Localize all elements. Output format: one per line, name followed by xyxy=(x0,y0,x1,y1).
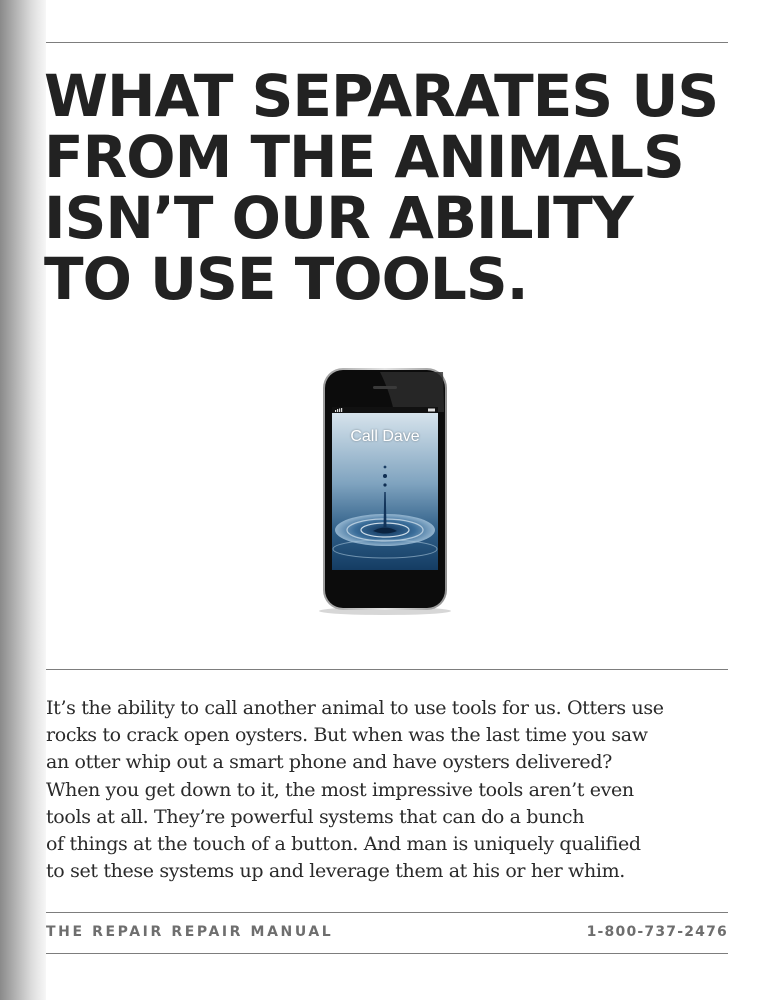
headline xyxy=(44,62,734,313)
body-paragraph xyxy=(46,695,736,885)
footer-manual-title: THE REPAIR REPAIR MANUAL xyxy=(46,924,334,940)
body-line: tools at all. They’re powerful systems that can do a bunch xyxy=(46,805,585,828)
body-line: It’s the ability to call another animal to use tools for us. Otters use xyxy=(46,697,664,719)
headline-line: WHAT SEPARATES US xyxy=(44,62,719,130)
body-line: to set these systems up and leverage them at his or her whim. xyxy=(46,860,625,883)
body-line: When you get down to it, the most impressive tools aren’t even xyxy=(46,778,634,801)
body-line: of things at the touch of a button. And man is uniquely qualified xyxy=(46,833,641,856)
smartphone-illustration xyxy=(310,364,460,619)
middle-rule xyxy=(46,669,728,670)
footer-bottom-rule xyxy=(46,953,728,954)
body-line: an otter whip out a smart phone and have oysters delivered? xyxy=(46,751,612,774)
headline-line: FROM THE ANIMALS xyxy=(44,123,684,191)
headline-line: TO USE TOOLS. xyxy=(44,245,528,313)
top-rule xyxy=(46,42,728,43)
headline-line: ISN’T OUR ABILITY xyxy=(44,184,633,252)
smartphone-icon xyxy=(310,364,460,619)
footer-top-rule xyxy=(46,912,728,913)
phone-screen-label: Call Dave xyxy=(350,428,420,445)
footer-phone-number: 1-800-737-2476 xyxy=(586,924,728,940)
body-line: rocks to crack open oysters. But when was the last time you saw xyxy=(46,724,648,747)
page-spine-shadow xyxy=(0,0,46,1000)
